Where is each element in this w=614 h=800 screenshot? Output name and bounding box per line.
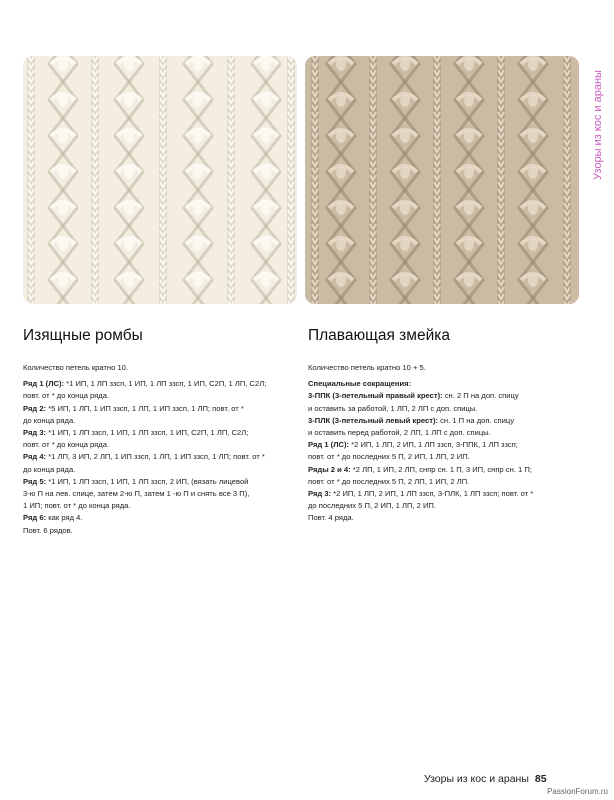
instruction-text: *5 ИП, 1 ЛП, 1 ИП ззсп, 1 ЛП, 1 ИП ззсп, 1 ЛП; повт. от * <box>46 403 244 413</box>
instruction-line <box>23 464 305 476</box>
instruction-text: *2 ИП, 1 ЛП, 2 ИП, 1 ЛП ззсп, 3-ППК, 1 ЛП ззсп; <box>349 440 518 450</box>
instruction-row-label: Ряд 6: <box>23 513 47 523</box>
instruction-text: как ряд 4. <box>46 513 83 523</box>
instruction-text: сн. 1 П на доп. спицу <box>438 415 515 425</box>
instruction-row-label: Ряд 3: <box>23 428 47 438</box>
instruction-line <box>308 464 590 476</box>
instruction-line <box>308 451 590 463</box>
instruction-line <box>308 378 590 390</box>
instruction-text: и оставить за работой, 1 ЛП, 2 ЛП с доп. спицы. <box>308 403 478 413</box>
pattern-instructions-left <box>23 362 305 537</box>
section-side-tab <box>585 55 611 195</box>
knit-swatch-photo-right <box>305 56 579 304</box>
instruction-row-label: Ряды 2 и 4: <box>308 464 351 474</box>
instruction-text: Количество петель кратно 10. <box>23 363 128 372</box>
instruction-row-label: Ряд 2: <box>23 403 47 413</box>
instruction-text: *1 ИП, 1 ЛП ззсп, 1 ИП, 1 ЛП ззсп, 2 ИП, (вязать лицевой <box>46 476 249 486</box>
pattern-title-right: Плавающая змейка <box>308 327 450 344</box>
instruction-text: до конца ряда. <box>23 464 76 474</box>
instruction-text: повт. от * до конца ряда. <box>23 391 110 401</box>
instruction-row-label: Ряд 4: <box>23 452 47 462</box>
instruction-line <box>308 415 590 427</box>
instruction-line <box>308 488 590 500</box>
instruction-line <box>23 362 305 374</box>
pattern-title-left: Изящные ромбы <box>23 327 143 344</box>
instruction-row-label: Специальные сокращения: <box>308 379 412 389</box>
section-side-tab-label: Узоры из кос и араны <box>592 70 604 180</box>
instruction-line <box>308 390 590 402</box>
instruction-line <box>23 403 305 415</box>
instruction-line <box>23 512 305 524</box>
instruction-line <box>308 476 590 488</box>
instruction-line <box>308 403 590 415</box>
instruction-line <box>308 427 590 439</box>
instruction-text: *1 ЛП, 3 ИП, 2 ЛП, 1 ИП ззсп, 1 ЛП, 1 ИП ззсп, 1 ЛП; повт. от * <box>46 452 265 462</box>
site-watermark: PassionForum.ru <box>547 787 608 796</box>
instruction-line <box>23 439 305 451</box>
footer-section-title: Узоры из кос и араны <box>424 773 529 785</box>
instruction-text: 3-ю П на лев. спице, затем 2-ю П, затем 1 -ю П и снять все 3 П), <box>23 489 250 499</box>
instruction-row-label: Ряд 5: <box>23 476 47 486</box>
instruction-text: до конца ряда. <box>23 415 76 425</box>
instruction-text: и оставить перед работой, 2 ЛП, 1 ЛП с доп. спицы. <box>308 428 491 438</box>
instruction-text: сн. 2 П на доп. спицу <box>442 391 519 401</box>
instruction-line <box>308 362 590 374</box>
instruction-row-label: Ряд 3: <box>308 489 332 499</box>
instruction-text: *1 ИП, 1 ЛП ззсп, 1 ИП, 1 ЛП ззсп, 1 ИП, С2П, 1 ЛП, С2Л; <box>64 379 267 389</box>
page-number: 85 <box>534 773 547 785</box>
instruction-row-label: Ряд 1 (ЛС): <box>23 379 65 389</box>
instruction-text: Повт. 4 ряда. <box>308 513 354 523</box>
instruction-line <box>23 525 305 537</box>
instruction-text: 1 ИП; повт. от * до конца ряда. <box>23 501 131 511</box>
instruction-line <box>23 451 305 463</box>
instruction-text: *2 ИП, 1 ЛП, 2 ИП, 1 ЛП ззсп, 3-ПЛК, 1 ЛП ззсп; повт. от * <box>331 489 534 499</box>
instruction-text: *1 ИП, 1 ЛП ззсп, 1 ИП, 1 ЛП ззсп, 1 ИП, С2П, 1 ЛП, С2Л; <box>46 428 249 438</box>
instruction-text: повт. от * до последних 5 П, 2 ИП, 1 ЛП, 2 ИП. <box>308 452 470 462</box>
instruction-text: повт. от * до последних 5 П, 2 ЛП, 1 ИП, 2 ЛП. <box>308 476 470 486</box>
instruction-text: повт. от * до конца ряда. <box>23 440 110 450</box>
pattern-instructions-right <box>308 362 590 525</box>
instruction-line <box>23 488 305 500</box>
instruction-text: Количество петель кратно 10 + 5. <box>308 363 426 372</box>
instruction-line <box>23 378 305 390</box>
instruction-text: до последних 5 П, 2 ИП, 1 ЛП, 2 ИП. <box>308 501 436 511</box>
instruction-text: Повт. 6 рядов. <box>23 525 73 535</box>
instruction-row-label: 3-ППК (3-петельный правый крест): <box>308 391 443 401</box>
instruction-row-label: 3-ПЛК (3-петельный левый крест): <box>308 415 438 425</box>
instruction-text: *2 ЛП, 1 ИП, 2 ЛП, снпр сн. 1 П, 3 ИП, снпр сн. 1 П; <box>350 464 532 474</box>
instruction-line <box>23 500 305 512</box>
instruction-line <box>23 427 305 439</box>
instruction-line <box>308 512 590 524</box>
instruction-line <box>23 476 305 488</box>
instruction-line <box>23 390 305 402</box>
instruction-row-label: Ряд 1 (ЛС): <box>308 440 350 450</box>
knit-swatch-photo-left <box>23 56 297 304</box>
instruction-line <box>23 415 305 427</box>
instruction-line <box>308 500 590 512</box>
page-footer <box>424 773 547 785</box>
instruction-line <box>308 439 590 451</box>
